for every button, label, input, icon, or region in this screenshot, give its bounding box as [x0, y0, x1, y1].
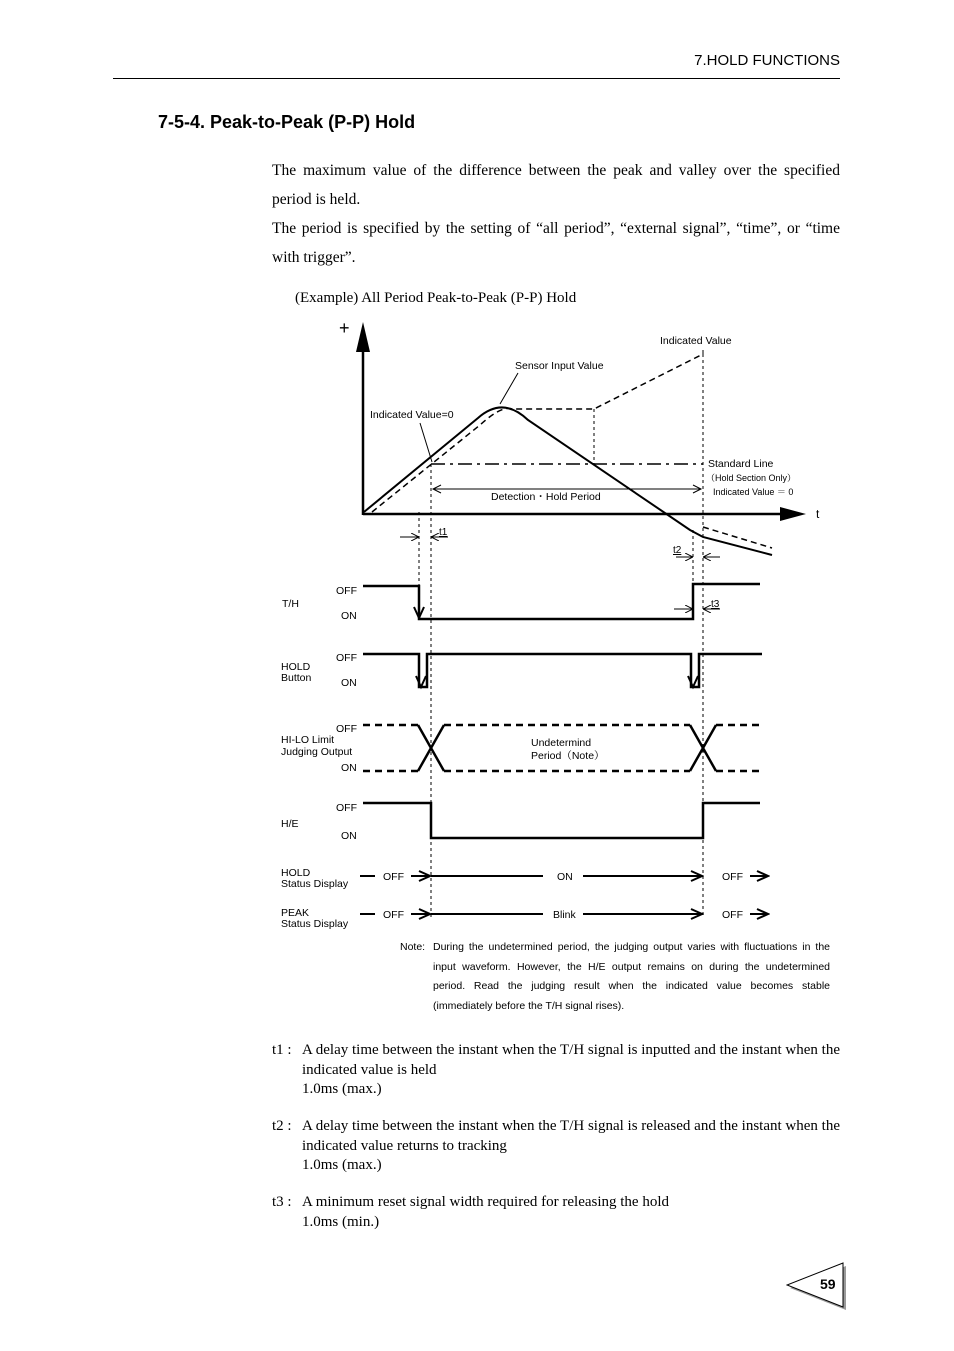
indicated-value-curve [372, 354, 703, 512]
label-hilo-off: OFF [336, 723, 357, 735]
definition-value: 1.0ms (max.) [302, 1081, 382, 1097]
label-hold-status-2: Status Display [281, 878, 349, 890]
label-hold-status-off-1: OFF [383, 871, 404, 883]
label-indicated-zero: Indicated Value=0 [370, 409, 454, 421]
diagram-note [400, 938, 830, 1016]
t-axis-label: t [816, 507, 820, 521]
label-undetermined-2: Period（Note） [531, 750, 605, 762]
definition-text: A minimum reset signal width required for releasing the hold [302, 1194, 670, 1210]
intro-paragraph-1: The maximum value of the difference between the peak and valley over the specified period is held. [272, 162, 840, 208]
label-indicated-value: Indicated Value [660, 335, 732, 347]
label-peak-status-off-1: OFF [383, 909, 404, 921]
definition-term: t1 : [272, 1042, 292, 1058]
label-peak-status-1: PEAK [281, 907, 310, 919]
definition-value: 1.0ms (max.) [302, 1157, 382, 1173]
definition-text: A delay time between the instant when the T/H signal is inputted and the instant when the indicated value is held [302, 1042, 840, 1078]
definition-text: A delay time between the instant when the T/H signal is released and the instant when the indicated value returns to tracking [302, 1118, 840, 1154]
label-hold-button-on: ON [341, 677, 357, 689]
label-hilo-1: HI-LO Limit [281, 734, 335, 746]
definition-t2 [272, 1117, 840, 1176]
label-he-on: ON [341, 830, 357, 842]
definition-term: t3 : [272, 1194, 292, 1210]
indicated-value-tail [703, 527, 772, 548]
label-peak-status-blink: Blink [553, 909, 576, 921]
note-text: During the undetermined period, the judging output varies with fluctuations in the input waveform. However, the H/E output remains on during the undetermined period. Read the judging result when the indicated value becomes stable (immediately before the T/H signal rises). [433, 941, 830, 1012]
label-hold-section-only: （Hold Section Only） [706, 473, 797, 483]
definition-value: 1.0ms (min.) [302, 1213, 380, 1230]
th-signal [363, 584, 760, 619]
definition-term: t2 : [272, 1118, 292, 1134]
label-th-on: ON [341, 610, 357, 622]
definition-t1 [272, 1041, 840, 1100]
page-number: 59 [820, 1276, 836, 1292]
label-th: T/H [282, 598, 299, 610]
label-hold-status-off-2: OFF [722, 871, 743, 883]
label-indicated-eq-zero: Indicated Value ＝ 0 [713, 487, 794, 497]
note-label: Note: [400, 941, 426, 953]
hold-button-arrow-2 [688, 676, 698, 687]
label-t3: t3 [711, 599, 720, 610]
header-title: 7.HOLD FUNCTIONS [694, 52, 840, 69]
label-undetermined-1: Undetermind [531, 737, 592, 749]
label-hold-status-on: ON [557, 871, 573, 883]
label-hold-button-1: HOLD [281, 661, 311, 673]
plus-sign: + [339, 318, 350, 338]
definition-t3 [272, 1193, 840, 1232]
label-t2: t2 [673, 545, 682, 556]
x-axis-arrowhead [780, 507, 806, 521]
leader-indicated-zero [420, 423, 432, 462]
label-he-off: OFF [336, 802, 357, 814]
label-hilo-2: Judging Output [281, 746, 353, 758]
page-number-badge [786, 1262, 848, 1312]
label-peak-status-2: Status Display [281, 918, 349, 930]
example-caption: (Example) All Period Peak-to-Peak (P-P) Hold [295, 290, 577, 306]
section-title: 7-5-4. Peak-to-Peak (P-P) Hold [158, 112, 416, 132]
y-axis-arrowhead [356, 322, 370, 352]
label-sensor-input: Sensor Input Value [515, 360, 604, 372]
hold-button-arrow-1 [416, 676, 426, 687]
label-he: H/E [281, 818, 299, 830]
label-detection-hold: Detection・Hold Period [491, 491, 601, 503]
intro-paragraph-2: The period is specified by the setting of “all period”, “external signal”, “time”, or “time with trigger”. [272, 220, 840, 266]
label-hold-button-off: OFF [336, 652, 357, 664]
label-t1: t1 [439, 527, 448, 538]
label-peak-status-off-2: OFF [722, 909, 743, 921]
label-th-off: OFF [336, 585, 357, 597]
label-hold-button-2: Button [281, 672, 312, 684]
label-standard-line: Standard Line [708, 458, 774, 470]
label-hold-status-1: HOLD [281, 867, 311, 879]
label-hilo-on: ON [341, 762, 357, 774]
he-signal [363, 803, 760, 838]
leader-sensor-input [500, 373, 518, 404]
